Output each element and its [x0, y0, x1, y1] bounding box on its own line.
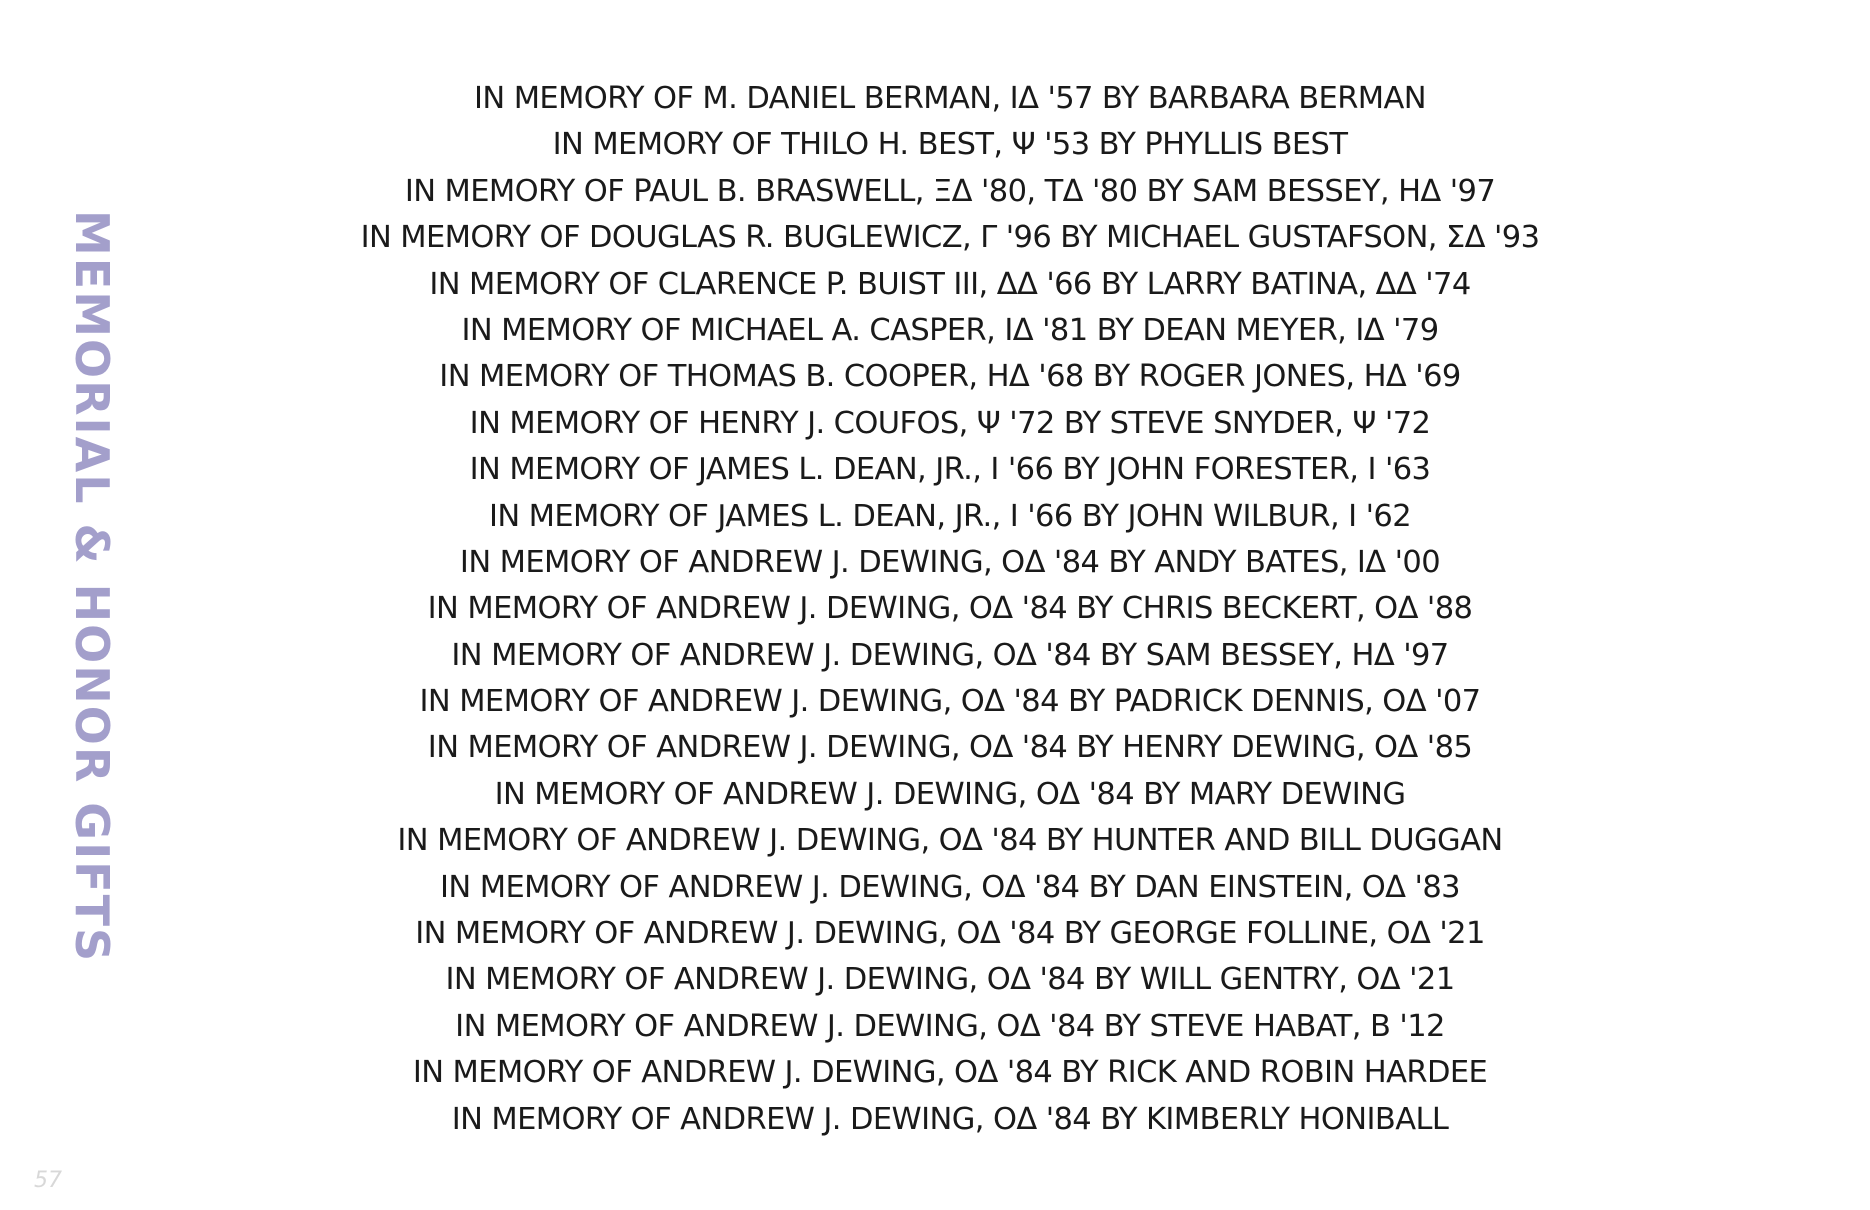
memorial-entry: IN MEMORY OF M. DANIEL BERMAN, IΔ '57 BY BARBARA BERMAN [474, 81, 1426, 116]
memorial-entry: IN MEMORY OF ANDREW J. DEWING, OΔ '84 BY HENRY DEWING, OΔ '85 [427, 730, 1473, 766]
memorial-entry: IN MEMORY OF THOMAS B. COOPER, HΔ '68 BY ROGER JONES, HΔ '69 [439, 359, 1461, 395]
memorial-entry: IN MEMORY OF JAMES L. DEAN, JR., I '66 BY JOHN WILBUR, I '62 [488, 498, 1412, 534]
memorial-entry: IN MEMORY OF ANDREW J. DEWING, OΔ '84 BY RICK AND ROBIN HARDEE [412, 1055, 1488, 1091]
memorial-entry: IN MEMORY OF THILO H. BEST, Ψ '53 BY PHYLLIS BEST [552, 127, 1348, 163]
memorial-entry: IN MEMORY OF JAMES L. DEAN, JR., I '66 BY JOHN FORESTER, I '63 [469, 452, 1431, 488]
memorial-entry: IN MEMORY OF HENRY J. COUFOS, Ψ '72 BY STEVE SNYDER, Ψ '72 [469, 405, 1431, 441]
memorial-entry: IN MEMORY OF ANDREW J. DEWING, OΔ '84 BY CHRIS BECKERT, OΔ '88 [427, 591, 1473, 627]
memorial-entry: IN MEMORY OF ANDREW J. DEWING, OΔ '84 BY HUNTER AND BILL DUGGAN [397, 823, 1503, 859]
memorial-gift-list [180, 76, 1720, 1143]
memorial-entry: IN MEMORY OF ANDREW J. DEWING, OΔ '84 BY SAM BESSEY, HΔ '97 [451, 637, 1449, 673]
memorial-entry: IN MEMORY OF PAUL B. BRASWELL, ΞΔ '80, TΔ '80 BY SAM BESSEY, HΔ '97 [404, 173, 1496, 209]
page-number: 57 [34, 1168, 62, 1193]
memorial-entry: IN MEMORY OF DOUGLAS R. BUGLEWICZ, Γ '96 BY MICHAEL GUSTAFSON, ΣΔ '93 [360, 220, 1540, 256]
memorial-entry: IN MEMORY OF MICHAEL A. CASPER, IΔ '81 BY DEAN MEYER, IΔ '79 [461, 312, 1439, 348]
memorial-entry: IN MEMORY OF ANDREW J. DEWING, OΔ '84 BY DAN EINSTEIN, OΔ '83 [440, 869, 1460, 905]
section-title: MEMORIAL & HONOR GIFTS [65, 210, 119, 964]
memorial-entry: IN MEMORY OF ANDREW J. DEWING, OΔ '84 BY KIMBERLY HONIBALL [451, 1101, 1449, 1137]
memorial-entry: IN MEMORY OF CLARENCE P. BUIST III, ΔΔ '66 BY LARRY BATINA, ΔΔ '74 [429, 266, 1471, 302]
memorial-entry: IN MEMORY OF ANDREW J. DEWING, OΔ '84 BY STEVE HABAT, B '12 [455, 1008, 1445, 1044]
memorial-entry: IN MEMORY OF ANDREW J. DEWING, OΔ '84 BY GEORGE FOLLINE, OΔ '21 [415, 916, 1485, 952]
memorial-entry: IN MEMORY OF ANDREW J. DEWING, OΔ '84 BY PADRICK DENNIS, OΔ '07 [419, 684, 1481, 720]
memorial-entry: IN MEMORY OF ANDREW J. DEWING, OΔ '84 BY MARY DEWING [494, 776, 1406, 812]
memorial-entry: IN MEMORY OF ANDREW J. DEWING, OΔ '84 BY WILL GENTRY, OΔ '21 [445, 962, 1455, 998]
memorial-entry: IN MEMORY OF ANDREW J. DEWING, OΔ '84 BY ANDY BATES, IΔ '00 [459, 544, 1441, 580]
